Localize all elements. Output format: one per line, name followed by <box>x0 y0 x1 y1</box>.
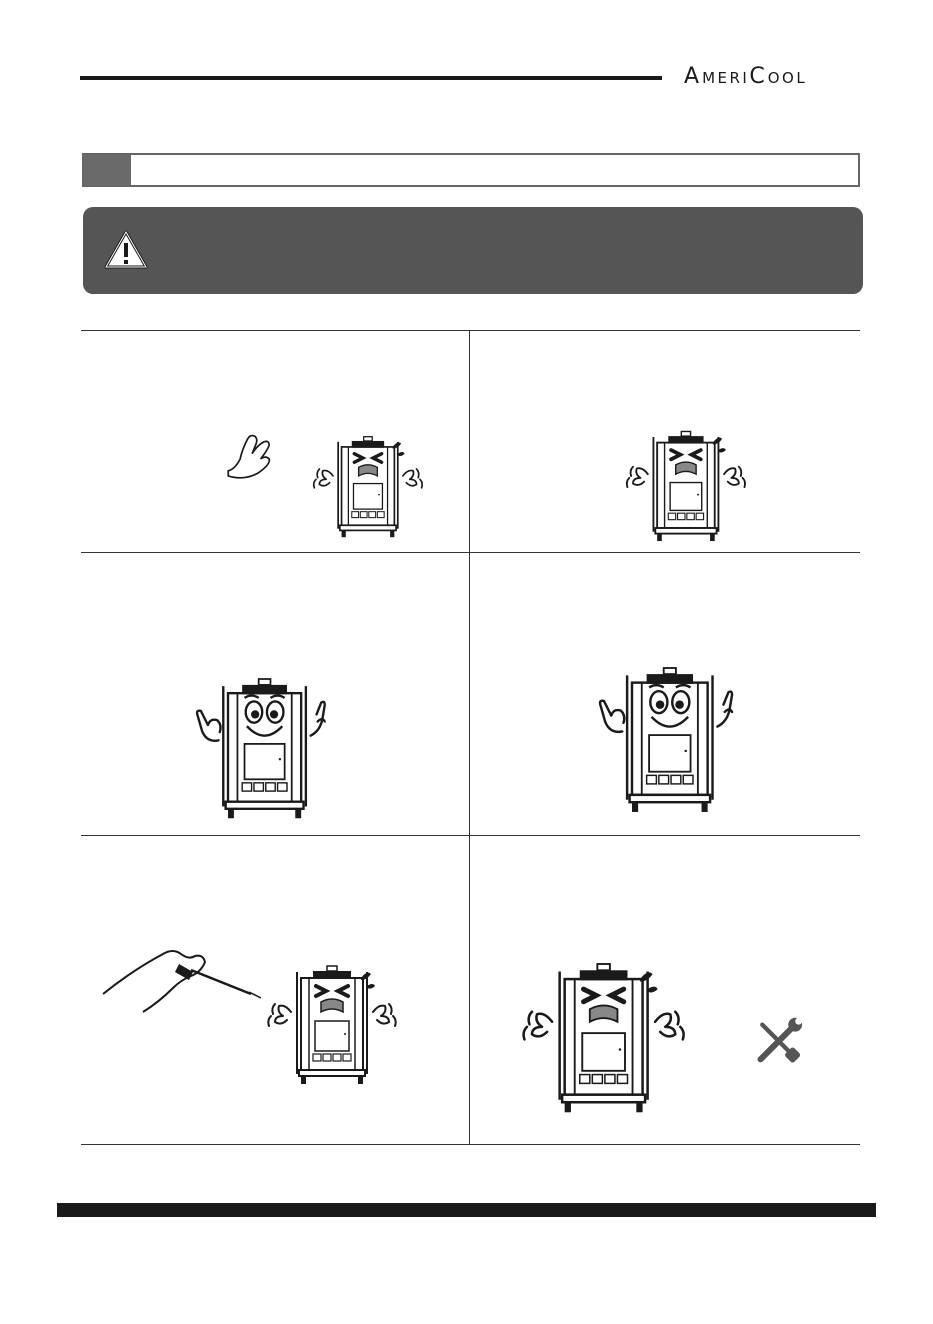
brand-logo: AMERICOOL <box>684 64 808 89</box>
panel-6 <box>470 836 860 1144</box>
footer-bar <box>57 1203 876 1217</box>
grimacing-unit-with-screwdriver-hand-icon <box>101 942 431 1112</box>
grimacing-unit-with-tools-icon <box>530 952 790 1132</box>
wrench-screwdriver-icon <box>761 1018 803 1064</box>
section-tab <box>84 155 131 185</box>
grimacing-unit-icon <box>620 427 750 552</box>
header-rule <box>80 76 662 80</box>
smiling-unit-icon <box>193 679 343 824</box>
panel-4 <box>470 553 860 835</box>
section-header-bar <box>82 153 860 187</box>
panel-1 <box>81 331 469 552</box>
grimacing-unit-with-dirty-glove-icon <box>201 411 431 551</box>
panel-5 <box>81 836 469 1144</box>
grid-line-bottom <box>81 1144 860 1145</box>
panel-2 <box>470 331 860 552</box>
warning-banner <box>83 207 863 294</box>
smiling-unit-icon <box>597 668 747 818</box>
panel-3 <box>81 553 469 835</box>
warning-triangle-icon <box>103 229 149 271</box>
